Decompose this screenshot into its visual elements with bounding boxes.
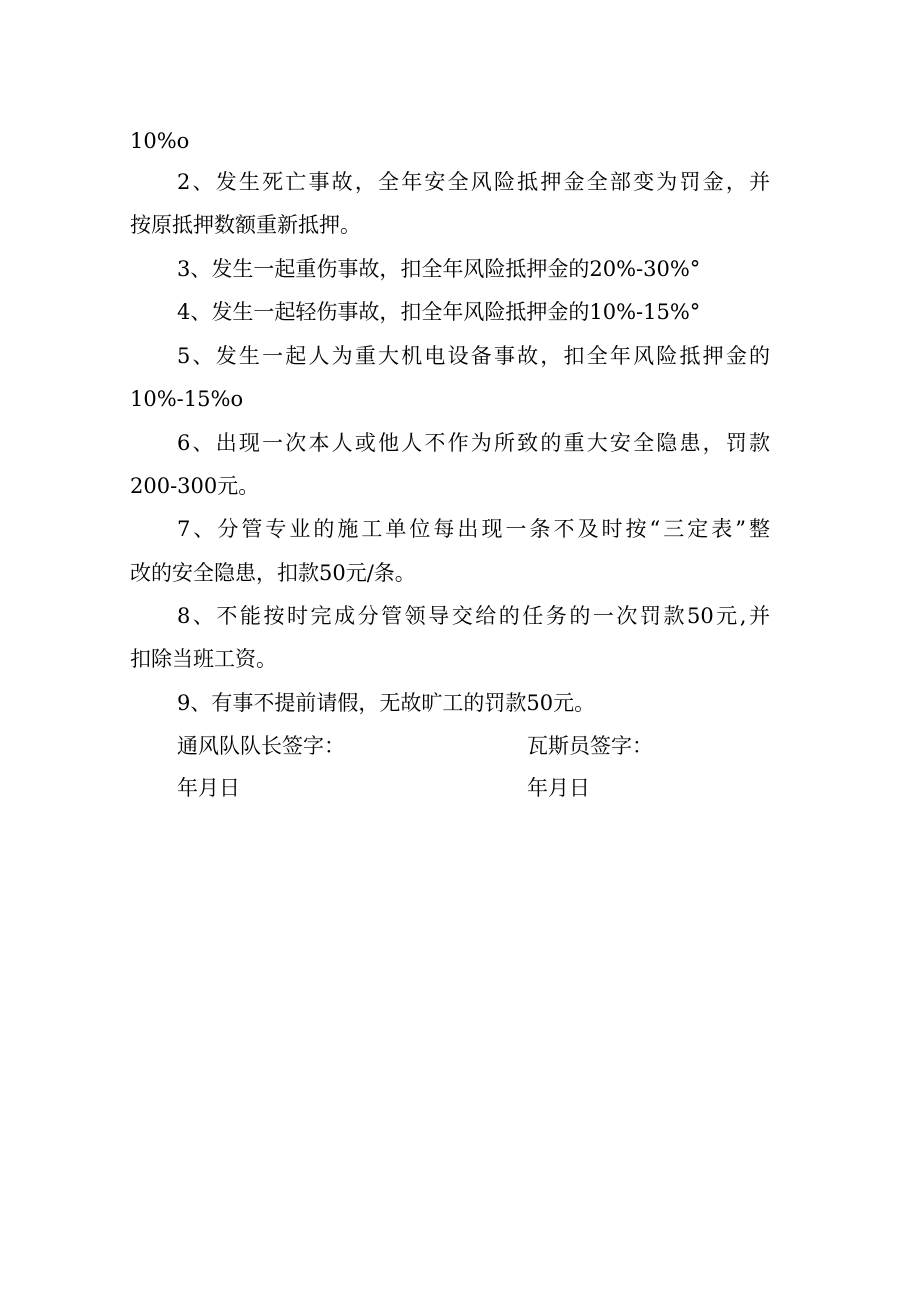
text-line: 9、有事不提前请假，无故旷工的罚款50元。 [177,691,596,715]
text-line: 10%-15%o [130,387,244,411]
text-line: 10%o [130,129,190,153]
text-line: 2、发生死亡事故，全年安全风险抵押金全部变为罚金，并 [177,170,770,194]
text-line: 8、不能按时完成分管领导交给的任务的一次罚款50元,并 [177,604,770,628]
date-label-gas-inspector: 年月日 [527,776,590,800]
signature-label-captain: 通风队队长签字： [177,734,345,758]
text-line: 3、发生一起重伤事故，扣全年风险抵押金的20%-30%° [177,257,701,281]
text-line: 改的安全隐患，扣款50元/条。 [130,561,416,585]
text-line: 按原抵押数额重新抵押。 [130,213,361,237]
text-line: 6、出现一次本人或他人不作为所致的重大安全隐患，罚款 [177,431,770,455]
date-label-captain: 年月日 [177,776,240,800]
text-line: 200-300元。 [130,474,260,498]
text-line: 扣除当班工资。 [130,647,277,671]
text-line: 5、发生一起人为重大机电设备事故，扣全年风险抵押金的 [177,344,770,368]
text-line: 7、分管专业的施工单位每出现一条不及时按“三定表”整 [177,517,770,541]
signature-label-gas-inspector: 瓦斯员签字： [527,734,653,758]
text-line: 4、发生一起轻伤事故，扣全年风险抵押金的10%-15%° [177,300,701,324]
